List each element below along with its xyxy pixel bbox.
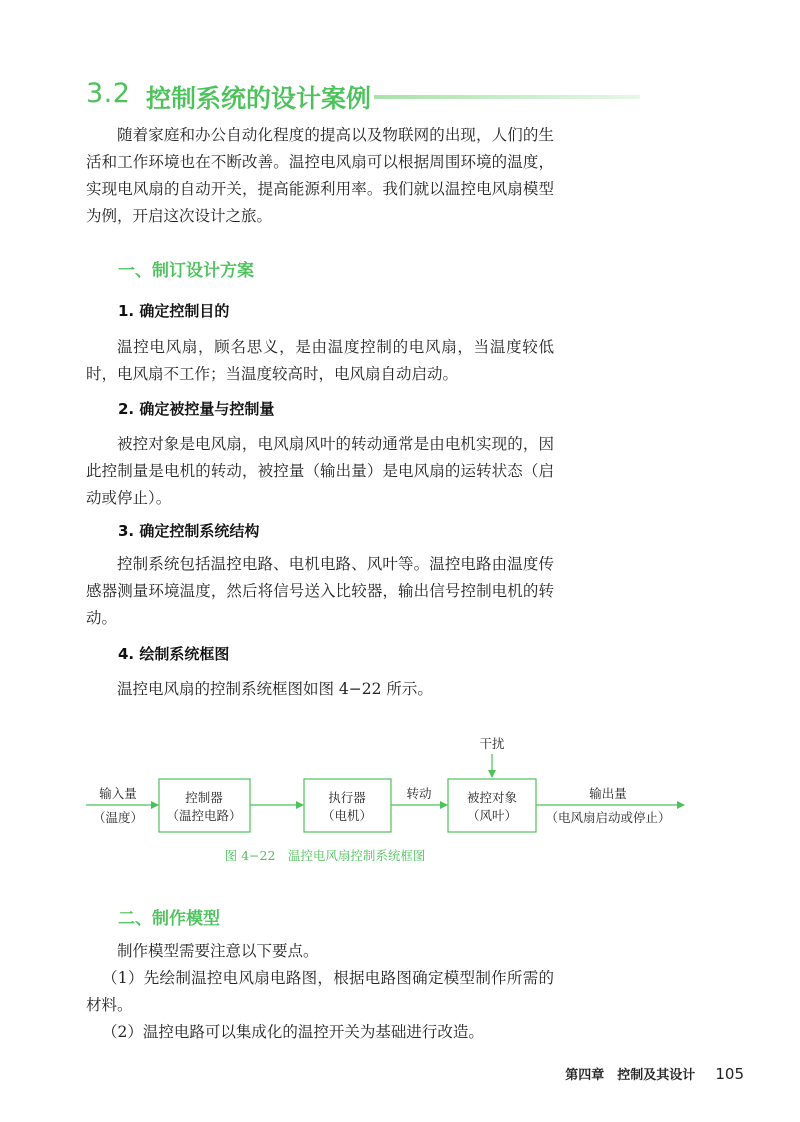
object-label: 被控对象 — [466, 790, 518, 805]
actuator-box — [304, 779, 391, 832]
step3-text: 控制系统包括温控电路、电机电路、风叶等。温控电路由温度传感器测量环境温度，然后将信号送入比较器，输出信号控制电机的转动。 — [86, 555, 554, 627]
controller-box — [159, 779, 250, 832]
input-sub: （温度） — [92, 810, 144, 825]
rotation-label: 转动 — [406, 786, 432, 801]
intro-paragraph: 随着家庭和办公自动化程度的提高以及物联网的出现，人们的生活和工作环境也在不断改善。温控电风扇可以根据周围环境的温度，实现电风扇的自动开关，提高能源利用率。我们就以温控电风扇模型为例，开启这次设计之旅。 — [86, 126, 554, 225]
output-label: 输出量 — [589, 786, 627, 801]
actuator-sub: （电机） — [321, 808, 373, 823]
section-heading: 控制系统的设计案例 — [146, 84, 372, 113]
disturbance-label: 干扰 — [479, 736, 505, 751]
title-decoration-bar — [374, 95, 640, 99]
step4-text: 温控电风扇的控制系统框图如图 4−22 所示。 — [117, 680, 433, 698]
controller-label: 控制器 — [185, 790, 223, 805]
figure-caption: 图 4−22 温控电风扇控制系统框图 — [224, 848, 426, 863]
part2-item-1: （1）先绘制温控电风扇电路图，根据电路图确定模型制作所需的材料。 — [86, 969, 554, 1014]
step1-title: 1. 确定控制目的 — [118, 302, 230, 320]
input-label: 输入量 — [99, 786, 137, 801]
output-sub: （电风扇启动或停止） — [545, 810, 671, 825]
object-box — [448, 779, 536, 832]
page-footer — [565, 1064, 744, 1083]
chapter-label: 第四章 控制及其设计 — [565, 1068, 696, 1083]
step3-title: 3. 确定控制系统结构 — [118, 522, 260, 540]
control-block-diagram — [80, 730, 700, 870]
object-sub: （风叶） — [466, 808, 518, 823]
page-number: 105 — [715, 1065, 744, 1083]
part2-item-2: （2）温控电路可以集成化的温控开关为基础进行改造。 — [102, 1023, 484, 1041]
step1-text: 温控电风扇，顾名思义，是由温度控制的电风扇，当温度较低时，电风扇不工作；当温度较高时，电风扇自动启动。 — [86, 338, 554, 383]
step2-title: 2. 确定被控量与控制量 — [118, 400, 275, 418]
diagram-svg — [80, 730, 700, 846]
part2-heading: 二、制作模型 — [118, 909, 220, 929]
step4-title: 4. 绘制系统框图 — [118, 645, 230, 663]
section-title — [86, 78, 556, 118]
step2-text: 被控对象是电风扇，电风扇风叶的转动通常是由电机实现的，因此控制量是电机的转动，被控量（输出量）是电风扇的运转状态（启动或停止）。 — [86, 435, 554, 507]
part2-lead: 制作模型需要注意以下要点。 — [117, 942, 319, 960]
controller-sub: （温控电路） — [166, 808, 242, 823]
part1-heading: 一、制订设计方案 — [118, 261, 254, 281]
actuator-label: 执行器 — [328, 790, 366, 805]
section-number: 3.2 — [86, 78, 131, 109]
